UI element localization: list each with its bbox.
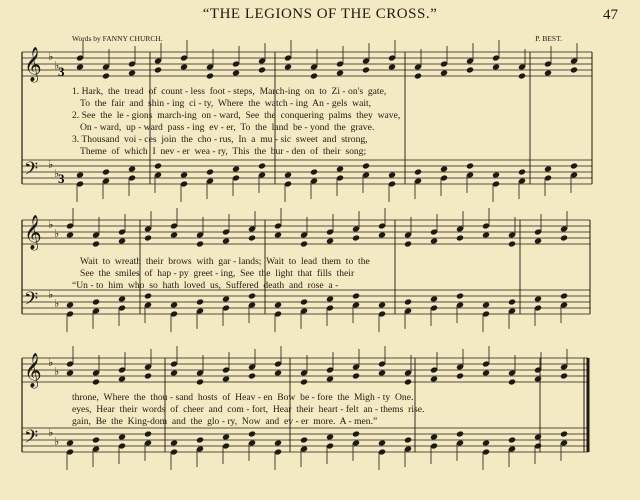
note-head — [300, 298, 308, 305]
note-head — [66, 301, 74, 308]
note-head — [544, 165, 552, 172]
note-head — [284, 171, 292, 178]
note-head — [92, 240, 100, 247]
note-head — [232, 69, 240, 76]
note-head — [222, 375, 230, 382]
note-head — [362, 162, 370, 169]
note-head — [430, 433, 438, 440]
flat-icon: ♭ — [48, 218, 54, 231]
bass-clef-icon: 𝄢 — [24, 427, 39, 452]
note-head — [76, 171, 84, 178]
note-head — [352, 430, 360, 437]
note-head — [378, 231, 386, 238]
note-head — [378, 439, 386, 446]
note-head — [206, 168, 214, 175]
note-head — [440, 69, 448, 76]
note-head — [560, 234, 568, 241]
bass-clef-icon: 𝄢 — [24, 159, 39, 184]
time-signature-treble: 3 — [58, 64, 65, 79]
note-head — [180, 171, 188, 178]
note-head — [154, 162, 162, 169]
note-head — [206, 72, 214, 79]
note-head — [482, 231, 490, 238]
note-head — [154, 66, 162, 73]
note-head — [518, 72, 526, 79]
note-head — [508, 240, 516, 247]
note-head — [388, 171, 396, 178]
note-head — [508, 436, 516, 443]
note-head — [144, 430, 152, 437]
flat-icon: ♭ — [48, 288, 54, 301]
note-head — [570, 162, 578, 169]
note-head — [560, 292, 568, 299]
note-head — [388, 63, 396, 70]
flat-icon: ♭ — [54, 435, 60, 448]
lyric-s1-verse1a: 1. Hark, the tread of count - less foot - steps, March-ing on to Zi - on's gate, — [72, 86, 387, 97]
words-credit: Words by FANNY CHURCH. — [72, 34, 163, 43]
note-head — [232, 165, 240, 172]
note-head — [170, 369, 178, 376]
note-head — [180, 63, 188, 70]
note-head — [456, 372, 464, 379]
flat-icon: ♭ — [48, 50, 54, 63]
lyric-s1-verse3a: 3. Thousand voi - ces join the cho - rus, In a mu - sic sweet and strong, — [72, 134, 368, 145]
note-head — [466, 162, 474, 169]
note-head — [76, 63, 84, 70]
note-head — [144, 292, 152, 299]
note-head — [326, 237, 334, 244]
note-head — [196, 378, 204, 385]
note-head — [456, 292, 464, 299]
note-head — [222, 433, 230, 440]
note-head — [534, 237, 542, 244]
note-head — [258, 162, 266, 169]
flat-icon: ♭ — [48, 356, 54, 369]
lyric-s2-line1: Wait to wreath their brows with gar - lands; Wait to lead them to the — [80, 256, 370, 267]
note-head — [534, 433, 542, 440]
note-head — [362, 66, 370, 73]
note-head — [196, 240, 204, 247]
note-head — [274, 439, 282, 446]
lyric-s3-line3: gain, Be the King-dom and the glo - ry, Now and ev - er more. A - men.” — [72, 416, 378, 427]
note-head — [430, 237, 438, 244]
lyric-s1-verse1b: To the fair and shin - ing ci - ty, Where the watch - ing An - gels wait, — [80, 98, 372, 109]
note-head — [170, 439, 178, 446]
music-credit: P. BEST. — [535, 34, 562, 43]
time-signature-bass: 3 — [58, 171, 65, 186]
note-head — [378, 301, 386, 308]
flat-icon: ♭ — [54, 227, 60, 240]
flat-icon: ♭ — [54, 59, 60, 72]
note-head — [404, 298, 412, 305]
bass-clef-icon: 𝄢 — [24, 289, 39, 314]
note-head — [560, 430, 568, 437]
note-head — [404, 436, 412, 443]
treble-clef-icon: 𝄞 — [24, 353, 42, 388]
note-head — [430, 295, 438, 302]
lyric-s3-line1: throne, Where the thou - sand hosts of Heav - en Bow be - fore the Migh - ty One. — [72, 392, 414, 403]
note-head — [352, 234, 360, 241]
note-head — [92, 378, 100, 385]
note-head — [508, 378, 516, 385]
note-head — [414, 72, 422, 79]
note-head — [300, 240, 308, 247]
note-head — [102, 168, 110, 175]
note-head — [128, 165, 136, 172]
flat-icon: ♭ — [48, 158, 54, 171]
note-head — [326, 295, 334, 302]
note-head — [534, 295, 542, 302]
note-head — [482, 439, 490, 446]
note-head — [534, 375, 542, 382]
lyric-s3-line2: eyes, Hear their words of cheer and com - fort, Hear their heart - felt an - thems rise. — [72, 404, 425, 415]
note-head — [66, 369, 74, 376]
note-head — [352, 372, 360, 379]
flat-icon: ♭ — [54, 365, 60, 378]
note-head — [196, 298, 204, 305]
note-head — [118, 237, 126, 244]
note-head — [404, 378, 412, 385]
note-head — [248, 430, 256, 437]
note-head — [336, 165, 344, 172]
note-head — [118, 433, 126, 440]
lyric-s1-verse2b: On - ward, up - ward pass - ing ev - er, To the land be - yond the grave. — [80, 122, 375, 133]
flat-icon: ♭ — [48, 426, 54, 439]
note-head — [440, 165, 448, 172]
note-head — [310, 168, 318, 175]
hymn-title: “THE LEGIONS OF THE CROSS.” — [202, 6, 438, 22]
note-head — [144, 372, 152, 379]
note-head — [456, 234, 464, 241]
note-head — [222, 237, 230, 244]
note-head — [466, 66, 474, 73]
note-head — [284, 63, 292, 70]
note-head — [248, 234, 256, 241]
note-head — [258, 66, 266, 73]
page-number: 47 — [603, 7, 618, 23]
note-head — [102, 72, 110, 79]
note-head — [274, 369, 282, 376]
flat-icon: ♭ — [54, 297, 60, 310]
note-head — [378, 369, 386, 376]
note-head — [310, 72, 318, 79]
note-head — [118, 375, 126, 382]
note-head — [482, 301, 490, 308]
note-head — [170, 231, 178, 238]
treble-clef-icon: 𝄞 — [24, 47, 42, 82]
note-head — [414, 168, 422, 175]
note-head — [482, 369, 490, 376]
note-head — [352, 292, 360, 299]
note-head — [66, 231, 74, 238]
lyric-s2-line2: See the smiles of hap - py greet - ing, See the light that fills their — [80, 268, 355, 279]
note-head — [92, 436, 100, 443]
note-head — [336, 69, 344, 76]
note-head — [492, 171, 500, 178]
note-head — [196, 436, 204, 443]
note-head — [248, 292, 256, 299]
note-head — [430, 375, 438, 382]
note-head — [144, 234, 152, 241]
note-head — [118, 295, 126, 302]
note-head — [326, 375, 334, 382]
note-head — [274, 301, 282, 308]
note-head — [544, 69, 552, 76]
note-head — [300, 436, 308, 443]
treble-clef-icon: 𝄞 — [24, 215, 42, 250]
note-head — [222, 295, 230, 302]
note-head — [274, 231, 282, 238]
lyric-s1-verse3b: Theme of which I nev - er wea - ry, This the bur - den of their song; — [80, 146, 367, 157]
note-head — [508, 298, 516, 305]
note-head — [248, 372, 256, 379]
note-head — [300, 378, 308, 385]
note-head — [570, 66, 578, 73]
note-head — [518, 168, 526, 175]
note-head — [326, 433, 334, 440]
note-head — [560, 372, 568, 379]
note-head — [492, 63, 500, 70]
note-head — [92, 298, 100, 305]
note-head — [404, 240, 412, 247]
lyric-s1-verse2a: 2. See the le - gions march-ing on - ward, See the conquering palms they wave, — [72, 110, 401, 121]
note-head — [128, 69, 136, 76]
flat-icon: ♭ — [54, 167, 60, 180]
lyric-s2-line3: “Un - to him who so hath loved us, Suffered death and rose a - — [72, 280, 339, 291]
note-head — [170, 301, 178, 308]
note-head — [456, 430, 464, 437]
note-head — [66, 439, 74, 446]
